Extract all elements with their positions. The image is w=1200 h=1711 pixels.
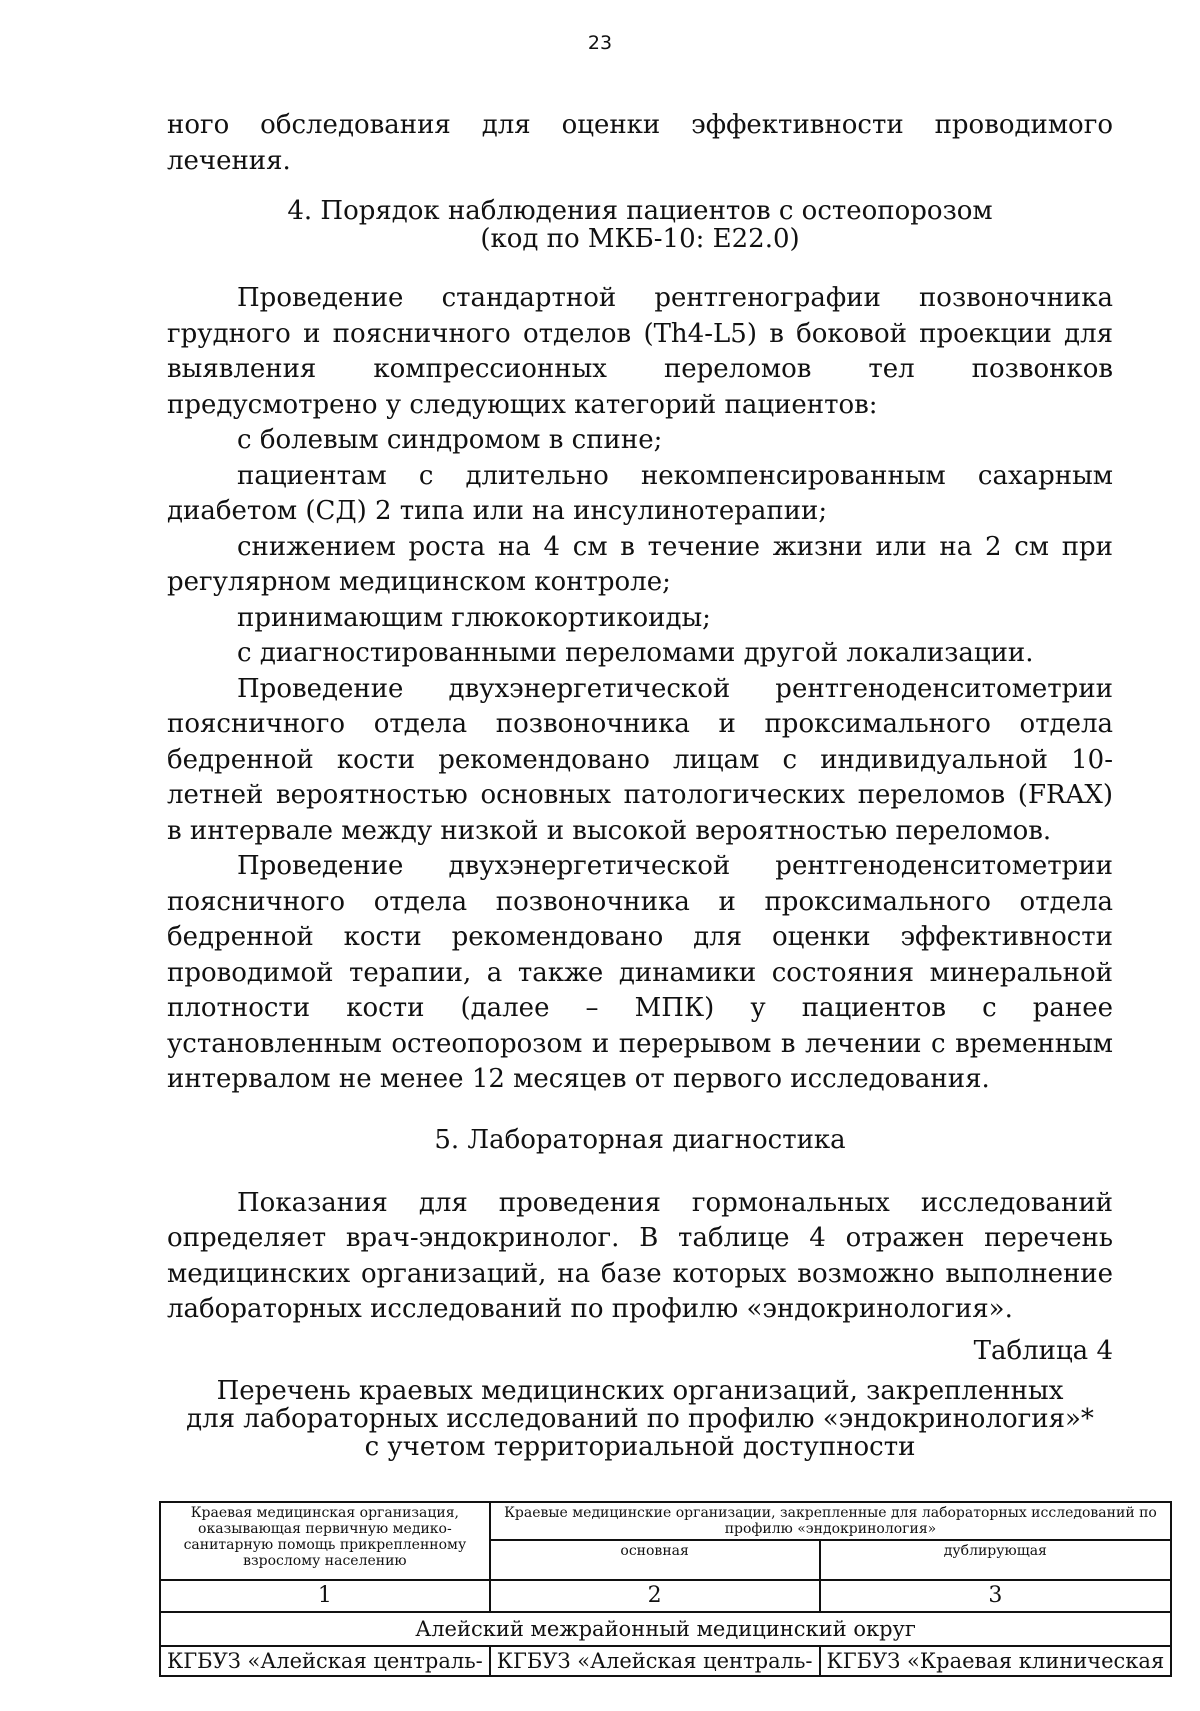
list-item: с диагностированными переломами другой локализации. bbox=[237, 638, 1034, 668]
table-cell: КГБУЗ «Алейская централь- bbox=[160, 1646, 490, 1676]
table-label: Таблица 4 bbox=[973, 1335, 1113, 1366]
section-4-title: 4. Порядок наблюдения пациентов с остеопорозом bbox=[287, 196, 993, 226]
section-4-code: (код по МКБ-10: Е22.0) bbox=[480, 224, 800, 254]
page-number: 23 bbox=[587, 32, 613, 54]
list-item: снижением роста на 4 см в течение жизни или на 2 см при регулярном медицинском контроле; bbox=[167, 531, 1113, 597]
list-item: пациентам с длительно некомпенсированным сахарным диабетом (СД) 2 типа или на инсулинотерапии; bbox=[167, 460, 1113, 526]
table-column-number: 1 bbox=[160, 1580, 490, 1612]
table-header-main: основная bbox=[490, 1540, 820, 1580]
table-title-line: Перечень краевых медицинских организаций, закрепленных bbox=[216, 1376, 1064, 1406]
table-title bbox=[167, 1377, 1113, 1461]
table-header-primary-org: Краевая медицинская организация, оказывающая первичную медико-санитарную помощь прикрепленному взрослому населению bbox=[160, 1502, 490, 1580]
section-5-heading: 5. Лабораторная диагностика bbox=[434, 1124, 846, 1155]
list-item: с болевым синдромом в спине; bbox=[237, 425, 663, 455]
paragraph-densitometry-frax: Проведение двухэнергетической рентгеноденситометрии поясничного отдела позвоночника и проксимального отдела бедренной кости рекомендовано лицам с индивидуальной 10-летней вероятностью основных патологических переломов (FRAX) в интервале между низкой и высокой вероятностью переломов. bbox=[167, 673, 1113, 846]
table-header-backup: дублирующая bbox=[820, 1540, 1172, 1580]
paragraph-densitometry-therapy: Проведение двухэнергетической рентгеноденситометрии поясничного отдела позвоночника и проксимального отдела бедренной кости рекомендовано для оценки эффективности проводимой терапии, а также динамики состояния минеральной плотности кости (далее – МПК) у пациентов с ранее установленным остеопорозом и перерывом в лечении с временным интервалом не менее 12 месяцев от первого исследования. bbox=[167, 851, 1113, 1094]
document-body bbox=[167, 108, 1165, 1677]
continuation-paragraph: ного обследования для оценки эффективности проводимого лечения. bbox=[167, 110, 1113, 176]
paragraph-xray: Проведение стандартной рентгенографии позвоночника грудного и поясничного отделов (Th4-L5) в боковой проекции для выявления компрессионных переломов тел позвонков предусмотрено у следующих категорий пациентов: bbox=[167, 283, 1113, 420]
list-item: принимающим глюкокортикоиды; bbox=[237, 602, 711, 633]
paragraph-lab-diagnostics: Показания для проведения гормональных исследований определяет врач-эндокринолог. В таблице 4 отражен перечень медицинских организаций, на базе которых возможно выполнение лабораторных исследований по профилю «эндокринология». bbox=[167, 1187, 1113, 1324]
table-cell: КГБУЗ «Краевая клиническая bbox=[820, 1646, 1172, 1676]
table-title-line: для лабораторных исследований по профилю «эндокринология»* bbox=[186, 1404, 1094, 1434]
table-column-number: 3 bbox=[820, 1580, 1172, 1612]
table-header-assigned-orgs: Краевые медицинские организации, закрепленные для лабораторных исследований по профилю «эндокринология» bbox=[490, 1502, 1171, 1540]
table-cell: КГБУЗ «Алейская централь- bbox=[490, 1646, 820, 1676]
table-title-line: с учетом территориальной доступности bbox=[364, 1432, 916, 1462]
table-column-number: 2 bbox=[490, 1580, 820, 1612]
section-4-heading bbox=[167, 197, 1113, 253]
table-district-row: Алейский межрайонный медицинский округ bbox=[160, 1612, 1171, 1646]
organizations-table bbox=[159, 1501, 1172, 1677]
